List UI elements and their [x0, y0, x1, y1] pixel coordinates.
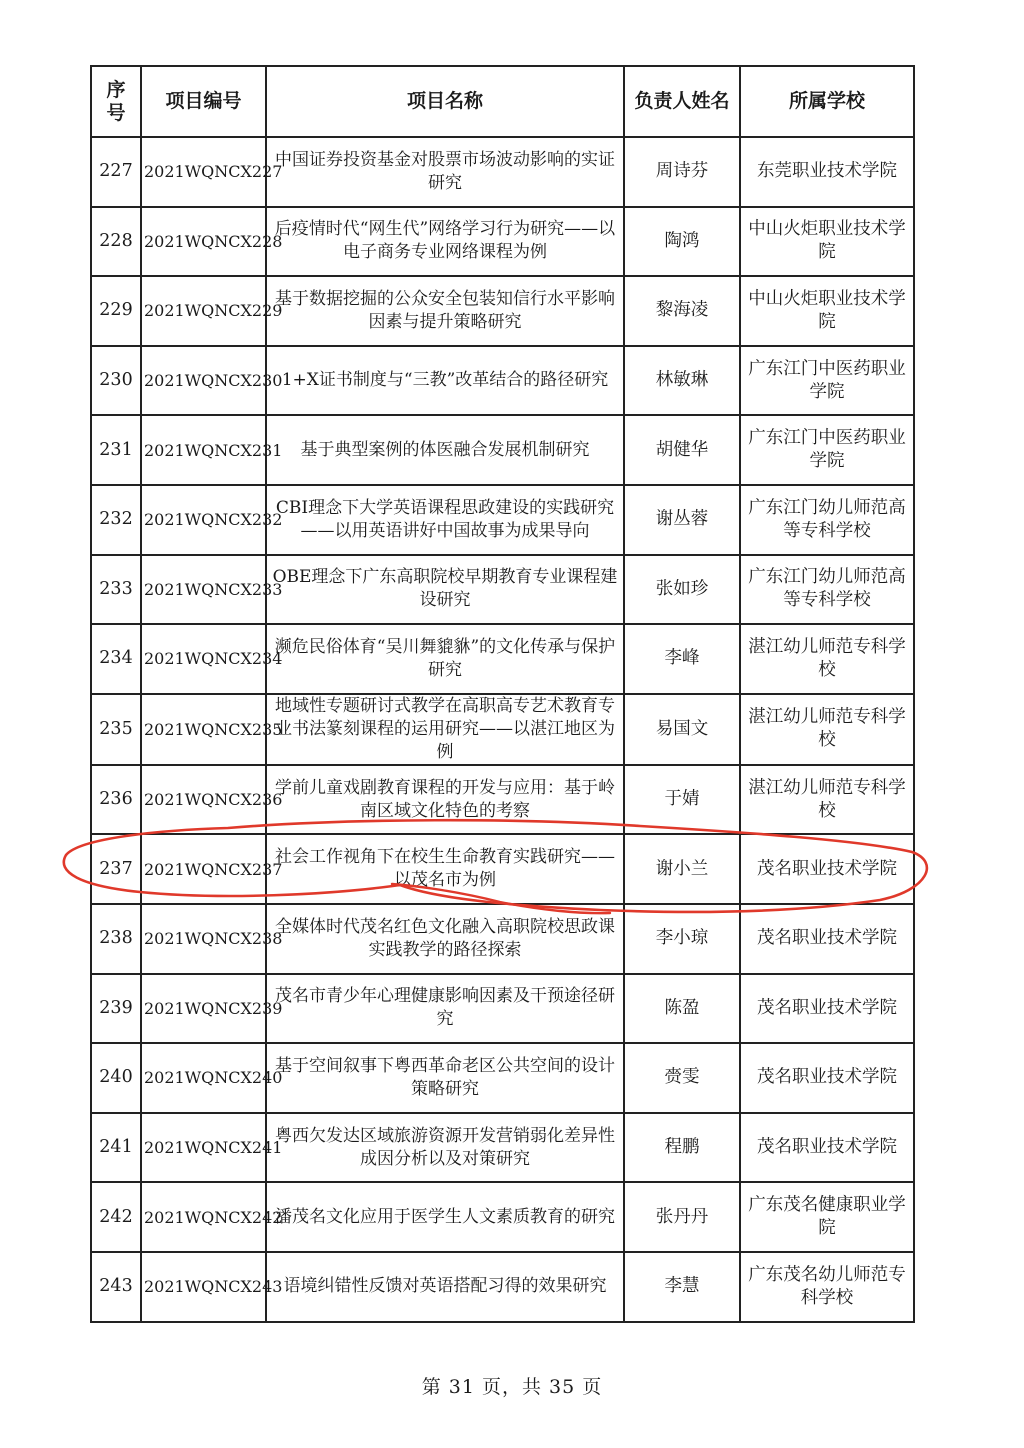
- cell-project-title: 地域性专题研讨式教学在高职高专艺术教育专业书法篆刻课程的运用研究——以湛江地区为例: [266, 694, 624, 765]
- cell-index: 231: [91, 415, 141, 485]
- cell-project-code: 2021WQNCX238: [141, 904, 266, 974]
- cell-project-code: 2021WQNCX232: [141, 485, 266, 555]
- table-row: [91, 555, 914, 625]
- cell-index: 239: [91, 974, 141, 1044]
- header-project-code: 项目编号: [141, 66, 266, 137]
- cell-school: 湛江幼儿师范专科学校: [740, 765, 914, 835]
- cell-leader-name: 谢丛蓉: [624, 485, 740, 555]
- cell-project-title: 潘茂名文化应用于医学生人文素质教育的研究: [266, 1182, 624, 1252]
- table-row: [91, 974, 914, 1044]
- cell-index: 234: [91, 624, 141, 694]
- cell-project-title: 1+X证书制度与“三教”改革结合的路径研究: [266, 346, 624, 416]
- cell-school: 茂名职业技术学院: [740, 1113, 914, 1183]
- cell-index: 235: [91, 694, 141, 765]
- cell-project-title: 基于数据挖掘的公众安全包装知信行水平影响因素与提升策略研究: [266, 276, 624, 346]
- table-row: [91, 1182, 914, 1252]
- table-row: [91, 1043, 914, 1113]
- cell-school: 广东茂名幼儿师范专科学校: [740, 1252, 914, 1322]
- cell-index: 228: [91, 207, 141, 277]
- cell-leader-name: 陶鸿: [624, 207, 740, 277]
- cell-project-code: 2021WQNCX227: [141, 137, 266, 207]
- cell-leader-name: 张丹丹: [624, 1182, 740, 1252]
- cell-project-title: 语境纠错性反馈对英语搭配习得的效果研究: [266, 1252, 624, 1322]
- table-row: [91, 834, 914, 904]
- table-row: [91, 137, 914, 207]
- cell-index: 243: [91, 1252, 141, 1322]
- cell-project-code: 2021WQNCX239: [141, 974, 266, 1044]
- cell-project-code: 2021WQNCX240: [141, 1043, 266, 1113]
- cell-project-title: 全媒体时代茂名红色文化融入高职院校思政课实践教学的路径探索: [266, 904, 624, 974]
- cell-project-title: 基于典型案例的体医融合发展机制研究: [266, 415, 624, 485]
- cell-leader-name: 赍雯: [624, 1043, 740, 1113]
- cell-leader-name: 周诗芬: [624, 137, 740, 207]
- cell-project-title: OBE理念下广东高职院校早期教育专业课程建设研究: [266, 555, 624, 625]
- cell-leader-name: 李小琼: [624, 904, 740, 974]
- cell-project-code: 2021WQNCX237: [141, 834, 266, 904]
- table-row: [91, 1252, 914, 1322]
- cell-leader-name: 谢小兰: [624, 834, 740, 904]
- cell-leader-name: 陈盈: [624, 974, 740, 1044]
- project-table: [90, 65, 915, 1323]
- cell-project-code: 2021WQNCX241: [141, 1113, 266, 1183]
- table-row: [91, 346, 914, 416]
- cell-leader-name: 易国文: [624, 694, 740, 765]
- cell-project-title: 学前儿童戏剧教育课程的开发与应用：基于岭南区域文化特色的考察: [266, 765, 624, 835]
- cell-project-code: 2021WQNCX235: [141, 694, 266, 765]
- header-leader-name: 负责人姓名: [624, 66, 740, 137]
- cell-index: 232: [91, 485, 141, 555]
- table-row: [91, 207, 914, 277]
- table-row: [91, 485, 914, 555]
- cell-project-code: 2021WQNCX243: [141, 1252, 266, 1322]
- table-row: [91, 276, 914, 346]
- cell-index: 227: [91, 137, 141, 207]
- cell-leader-name: 程鹏: [624, 1113, 740, 1183]
- cell-project-code: 2021WQNCX228: [141, 207, 266, 277]
- cell-leader-name: 李峰: [624, 624, 740, 694]
- cell-project-code: 2021WQNCX234: [141, 624, 266, 694]
- cell-project-title: 社会工作视角下在校生生命教育实践研究——以茂名市为例: [266, 834, 624, 904]
- cell-project-code: 2021WQNCX233: [141, 555, 266, 625]
- cell-project-title: 濒危民俗体育“吴川舞貔貅”的文化传承与保护研究: [266, 624, 624, 694]
- cell-school: 东莞职业技术学院: [740, 137, 914, 207]
- cell-index: 233: [91, 555, 141, 625]
- cell-project-title: 中国证券投资基金对股票市场波动影响的实证研究: [266, 137, 624, 207]
- cell-leader-name: 黎海凌: [624, 276, 740, 346]
- cell-index: 230: [91, 346, 141, 416]
- table-row: [91, 765, 914, 835]
- cell-index: 241: [91, 1113, 141, 1183]
- cell-project-code: 2021WQNCX230: [141, 346, 266, 416]
- header-index: 序号: [91, 66, 141, 137]
- cell-project-code: 2021WQNCX236: [141, 765, 266, 835]
- cell-school: 广东江门中医药职业学院: [740, 346, 914, 416]
- cell-leader-name: 林敏琳: [624, 346, 740, 416]
- table-body: [91, 137, 914, 1322]
- cell-leader-name: 李慧: [624, 1252, 740, 1322]
- cell-project-code: 2021WQNCX231: [141, 415, 266, 485]
- cell-index: 240: [91, 1043, 141, 1113]
- cell-project-title: 后疫情时代“网生代”网络学习行为研究——以电子商务专业网络课程为例: [266, 207, 624, 277]
- cell-leader-name: 胡健华: [624, 415, 740, 485]
- cell-index: 237: [91, 834, 141, 904]
- cell-school: 广东江门幼儿师范高等专科学校: [740, 485, 914, 555]
- cell-school: 广东江门中医药职业学院: [740, 415, 914, 485]
- cell-index: 236: [91, 765, 141, 835]
- cell-school: 湛江幼儿师范专科学校: [740, 694, 914, 765]
- cell-school: 中山火炬职业技术学院: [740, 276, 914, 346]
- table-row: [91, 624, 914, 694]
- header-project-title: 项目名称: [266, 66, 624, 137]
- cell-school: 湛江幼儿师范专科学校: [740, 624, 914, 694]
- cell-leader-name: 张如珍: [624, 555, 740, 625]
- cell-school: 广东茂名健康职业学院: [740, 1182, 914, 1252]
- cell-school: 茂名职业技术学院: [740, 974, 914, 1044]
- table-row: [91, 694, 914, 765]
- cell-school: 茂名职业技术学院: [740, 1043, 914, 1113]
- cell-index: 238: [91, 904, 141, 974]
- cell-leader-name: 于婧: [624, 765, 740, 835]
- cell-project-title: 基于空间叙事下粤西革命老区公共空间的设计策略研究: [266, 1043, 624, 1113]
- cell-school: 广东江门幼儿师范高等专科学校: [740, 555, 914, 625]
- table-header-row: [91, 66, 914, 137]
- cell-school: 茂名职业技术学院: [740, 834, 914, 904]
- cell-school: 茂名职业技术学院: [740, 904, 914, 974]
- cell-index: 229: [91, 276, 141, 346]
- cell-project-code: 2021WQNCX229: [141, 276, 266, 346]
- page-footer: 第 31 页，共 35 页: [421, 1376, 603, 1398]
- table-row: [91, 1113, 914, 1183]
- cell-project-title: 粤西欠发达区域旅游资源开发营销弱化差异性成因分析以及对策研究: [266, 1113, 624, 1183]
- cell-index: 242: [91, 1182, 141, 1252]
- table-row: [91, 904, 914, 974]
- cell-project-title: 茂名市青少年心理健康影响因素及干预途径研究: [266, 974, 624, 1044]
- header-school: 所属学校: [740, 66, 914, 137]
- cell-school: 中山火炬职业技术学院: [740, 207, 914, 277]
- cell-project-code: 2021WQNCX242: [141, 1182, 266, 1252]
- cell-project-title: CBI理念下大学英语课程思政建设的实践研究——以用英语讲好中国故事为成果导向: [266, 485, 624, 555]
- table-row: [91, 415, 914, 485]
